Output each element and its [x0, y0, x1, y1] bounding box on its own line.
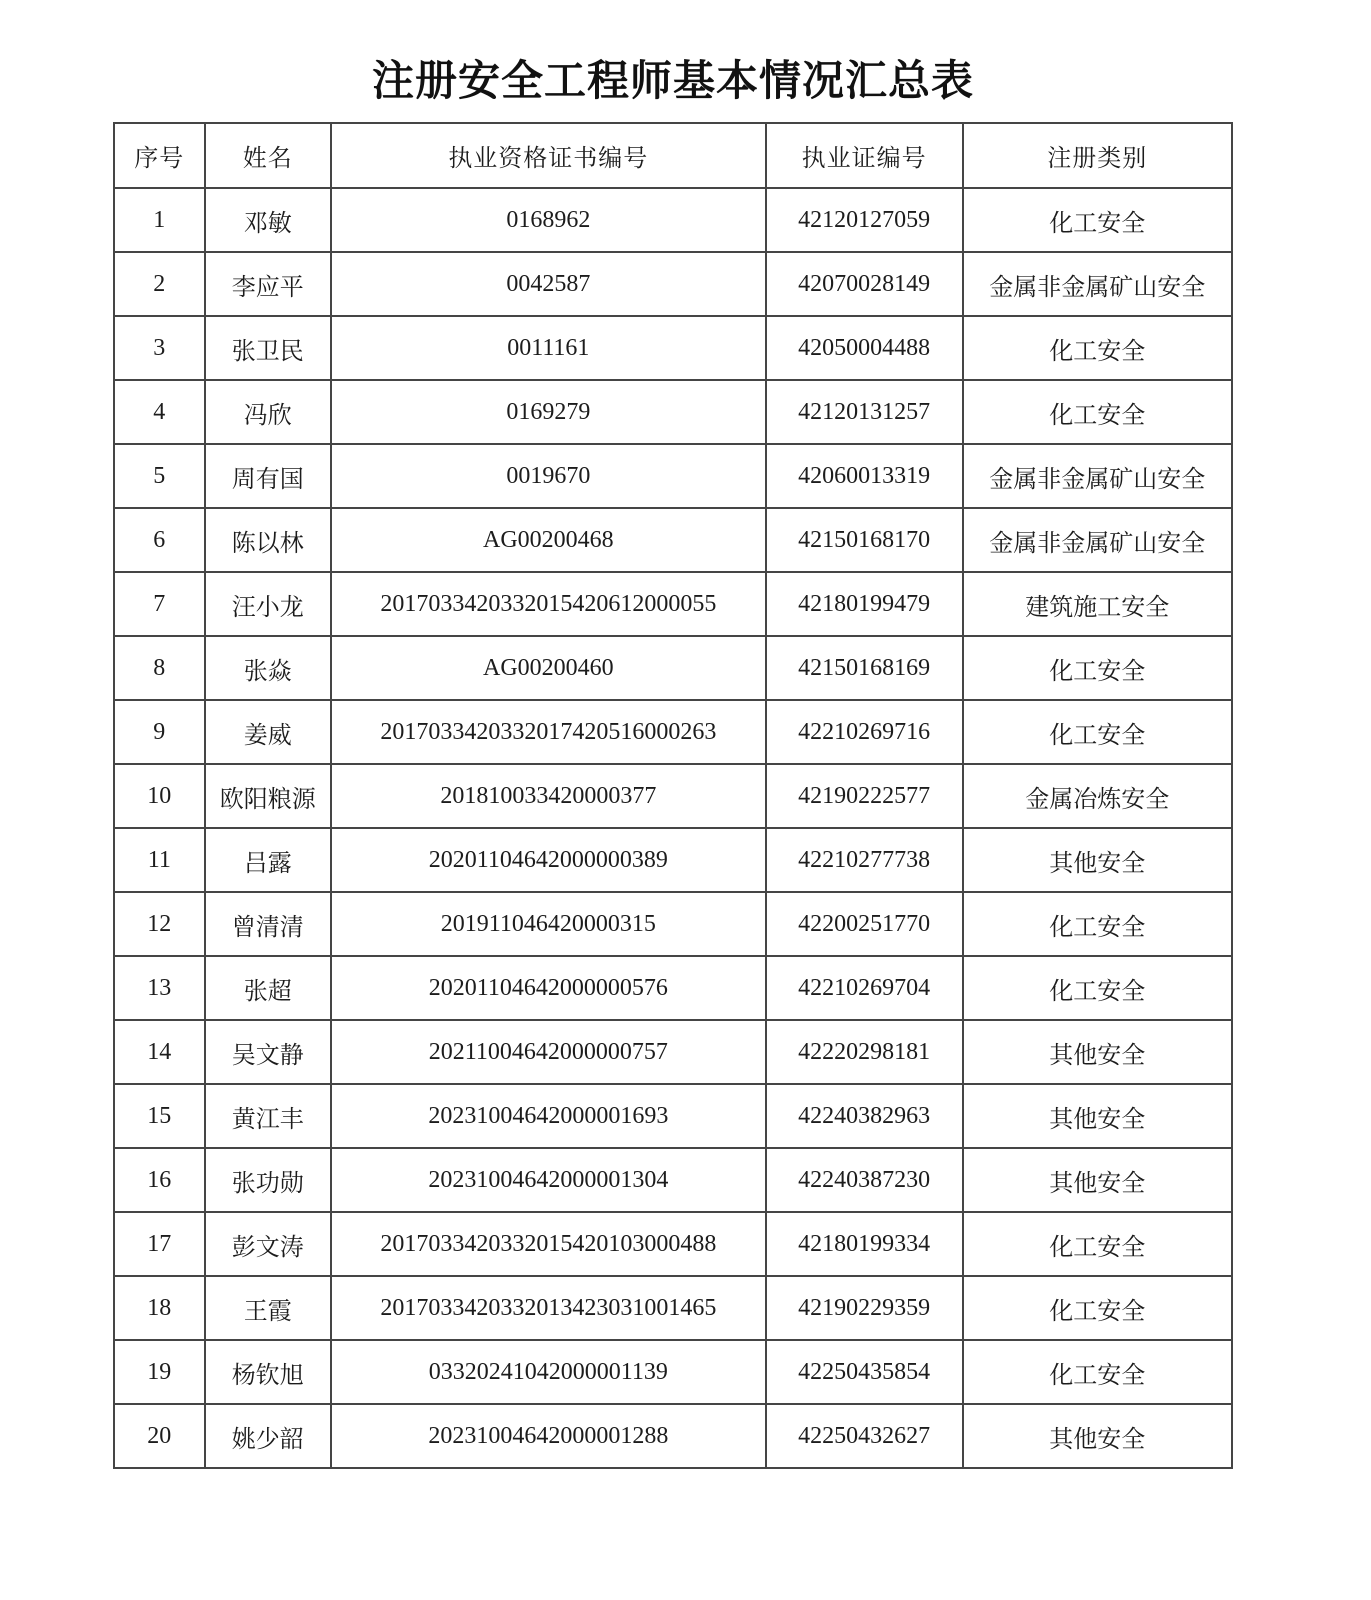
table-row [114, 1404, 1232, 1468]
cell-qual-cert-no: 0168962 [331, 188, 766, 252]
cell-category: 其他安全 [963, 828, 1232, 892]
table-row [114, 956, 1232, 1020]
table-row [114, 892, 1232, 956]
table-row [114, 572, 1232, 636]
cell-name: 陈以林 [205, 508, 331, 572]
cell-no: 20 [114, 1404, 205, 1468]
cell-no: 16 [114, 1148, 205, 1212]
cell-no: 3 [114, 316, 205, 380]
cell-no: 14 [114, 1020, 205, 1084]
cell-category: 化工安全 [963, 636, 1232, 700]
cell-qual-cert-no: 20201104642000000576 [331, 956, 766, 1020]
cell-qual-cert-no: 0011161 [331, 316, 766, 380]
cell-no: 7 [114, 572, 205, 636]
cell-no: 15 [114, 1084, 205, 1148]
cell-name: 姜威 [205, 700, 331, 764]
cell-no: 1 [114, 188, 205, 252]
cell-qual-cert-no: 2017033420332013423031001465 [331, 1276, 766, 1340]
engineer-summary-table [113, 122, 1233, 1469]
cell-qual-cert-no: 0169279 [331, 380, 766, 444]
cell-practice-cert-no: 42190222577 [766, 764, 963, 828]
cell-practice-cert-no: 42060013319 [766, 444, 963, 508]
cell-qual-cert-no: 2017033420332015420612000055 [331, 572, 766, 636]
table-row [114, 380, 1232, 444]
table-body [114, 188, 1232, 1468]
cell-name: 张超 [205, 956, 331, 1020]
cell-category: 化工安全 [963, 1212, 1232, 1276]
cell-practice-cert-no: 42150168169 [766, 636, 963, 700]
cell-practice-cert-no: 42070028149 [766, 252, 963, 316]
cell-no: 12 [114, 892, 205, 956]
cell-practice-cert-no: 42240382963 [766, 1084, 963, 1148]
table-row [114, 764, 1232, 828]
cell-qual-cert-no: 0019670 [331, 444, 766, 508]
cell-no: 8 [114, 636, 205, 700]
cell-name: 彭文涛 [205, 1212, 331, 1276]
cell-no: 10 [114, 764, 205, 828]
cell-qual-cert-no: 20231004642000001304 [331, 1148, 766, 1212]
cell-name: 杨钦旭 [205, 1340, 331, 1404]
document-content [113, 0, 1233, 1469]
table-row [114, 316, 1232, 380]
cell-practice-cert-no: 42150168170 [766, 508, 963, 572]
cell-no: 2 [114, 252, 205, 316]
cell-practice-cert-no: 42190229359 [766, 1276, 963, 1340]
cell-practice-cert-no: 42210277738 [766, 828, 963, 892]
cell-name: 邓敏 [205, 188, 331, 252]
cell-category: 金属冶炼安全 [963, 764, 1232, 828]
page-title: 注册安全工程师基本情况汇总表 [371, 57, 974, 104]
cell-category: 化工安全 [963, 1276, 1232, 1340]
cell-category: 其他安全 [963, 1084, 1232, 1148]
cell-qual-cert-no: 20201104642000000389 [331, 828, 766, 892]
column-header-no: 序号 [114, 123, 205, 188]
cell-qual-cert-no: 201911046420000315 [331, 892, 766, 956]
table-row [114, 1276, 1232, 1340]
cell-name: 姚少韶 [205, 1404, 331, 1468]
cell-no: 13 [114, 956, 205, 1020]
cell-category: 化工安全 [963, 956, 1232, 1020]
cell-name: 曾清清 [205, 892, 331, 956]
cell-no: 6 [114, 508, 205, 572]
table-row [114, 828, 1232, 892]
cell-practice-cert-no: 42250432627 [766, 1404, 963, 1468]
cell-practice-cert-no: 42180199479 [766, 572, 963, 636]
column-header-name: 姓名 [205, 123, 331, 188]
cell-name: 王霞 [205, 1276, 331, 1340]
cell-category: 其他安全 [963, 1404, 1232, 1468]
cell-name: 张焱 [205, 636, 331, 700]
cell-name: 吴文静 [205, 1020, 331, 1084]
cell-practice-cert-no: 42120131257 [766, 380, 963, 444]
cell-no: 5 [114, 444, 205, 508]
table-row [114, 1148, 1232, 1212]
cell-practice-cert-no: 42200251770 [766, 892, 963, 956]
table-row [114, 636, 1232, 700]
cell-no: 17 [114, 1212, 205, 1276]
cell-name: 周有国 [205, 444, 331, 508]
table-row [114, 188, 1232, 252]
cell-category: 化工安全 [963, 316, 1232, 380]
table-row [114, 252, 1232, 316]
table-row [114, 700, 1232, 764]
cell-category: 金属非金属矿山安全 [963, 252, 1232, 316]
cell-practice-cert-no: 42120127059 [766, 188, 963, 252]
cell-practice-cert-no: 42240387230 [766, 1148, 963, 1212]
cell-name: 黄江丰 [205, 1084, 331, 1148]
cell-name: 张功勋 [205, 1148, 331, 1212]
cell-category: 化工安全 [963, 892, 1232, 956]
cell-name: 李应平 [205, 252, 331, 316]
cell-practice-cert-no: 42180199334 [766, 1212, 963, 1276]
cell-name: 汪小龙 [205, 572, 331, 636]
cell-qual-cert-no: 03320241042000001139 [331, 1340, 766, 1404]
cell-category: 化工安全 [963, 380, 1232, 444]
cell-name: 欧阳粮源 [205, 764, 331, 828]
table-row [114, 508, 1232, 572]
cell-name: 张卫民 [205, 316, 331, 380]
cell-qual-cert-no: 2017033420332015420103000488 [331, 1212, 766, 1276]
cell-name: 冯欣 [205, 380, 331, 444]
cell-category: 化工安全 [963, 700, 1232, 764]
cell-practice-cert-no: 42220298181 [766, 1020, 963, 1084]
cell-no: 18 [114, 1276, 205, 1340]
column-header-practice-cert-no: 执业证编号 [766, 123, 963, 188]
cell-category: 金属非金属矿山安全 [963, 508, 1232, 572]
column-header-qual-cert-no: 执业资格证书编号 [331, 123, 766, 188]
cell-practice-cert-no: 42210269716 [766, 700, 963, 764]
cell-category: 化工安全 [963, 1340, 1232, 1404]
cell-category: 其他安全 [963, 1148, 1232, 1212]
cell-no: 4 [114, 380, 205, 444]
cell-qual-cert-no: 2017033420332017420516000263 [331, 700, 766, 764]
table-row [114, 1020, 1232, 1084]
table-row [114, 1084, 1232, 1148]
cell-qual-cert-no: 201810033420000377 [331, 764, 766, 828]
cell-qual-cert-no: 20211004642000000757 [331, 1020, 766, 1084]
cell-qual-cert-no: 20231004642000001693 [331, 1084, 766, 1148]
cell-qual-cert-no: 20231004642000001288 [331, 1404, 766, 1468]
cell-no: 19 [114, 1340, 205, 1404]
cell-category: 建筑施工安全 [963, 572, 1232, 636]
column-header-category: 注册类别 [963, 123, 1232, 188]
cell-qual-cert-no: AG00200468 [331, 508, 766, 572]
table-row [114, 444, 1232, 508]
cell-no: 11 [114, 828, 205, 892]
header-row [114, 123, 1232, 188]
cell-practice-cert-no: 42050004488 [766, 316, 963, 380]
cell-qual-cert-no: 0042587 [331, 252, 766, 316]
cell-name: 吕露 [205, 828, 331, 892]
table-row [114, 1212, 1232, 1276]
cell-practice-cert-no: 42250435854 [766, 1340, 963, 1404]
cell-no: 9 [114, 700, 205, 764]
cell-category: 金属非金属矿山安全 [963, 444, 1232, 508]
cell-practice-cert-no: 42210269704 [766, 956, 963, 1020]
table-row [114, 1340, 1232, 1404]
cell-category: 其他安全 [963, 1020, 1232, 1084]
cell-qual-cert-no: AG00200460 [331, 636, 766, 700]
cell-category: 化工安全 [963, 188, 1232, 252]
